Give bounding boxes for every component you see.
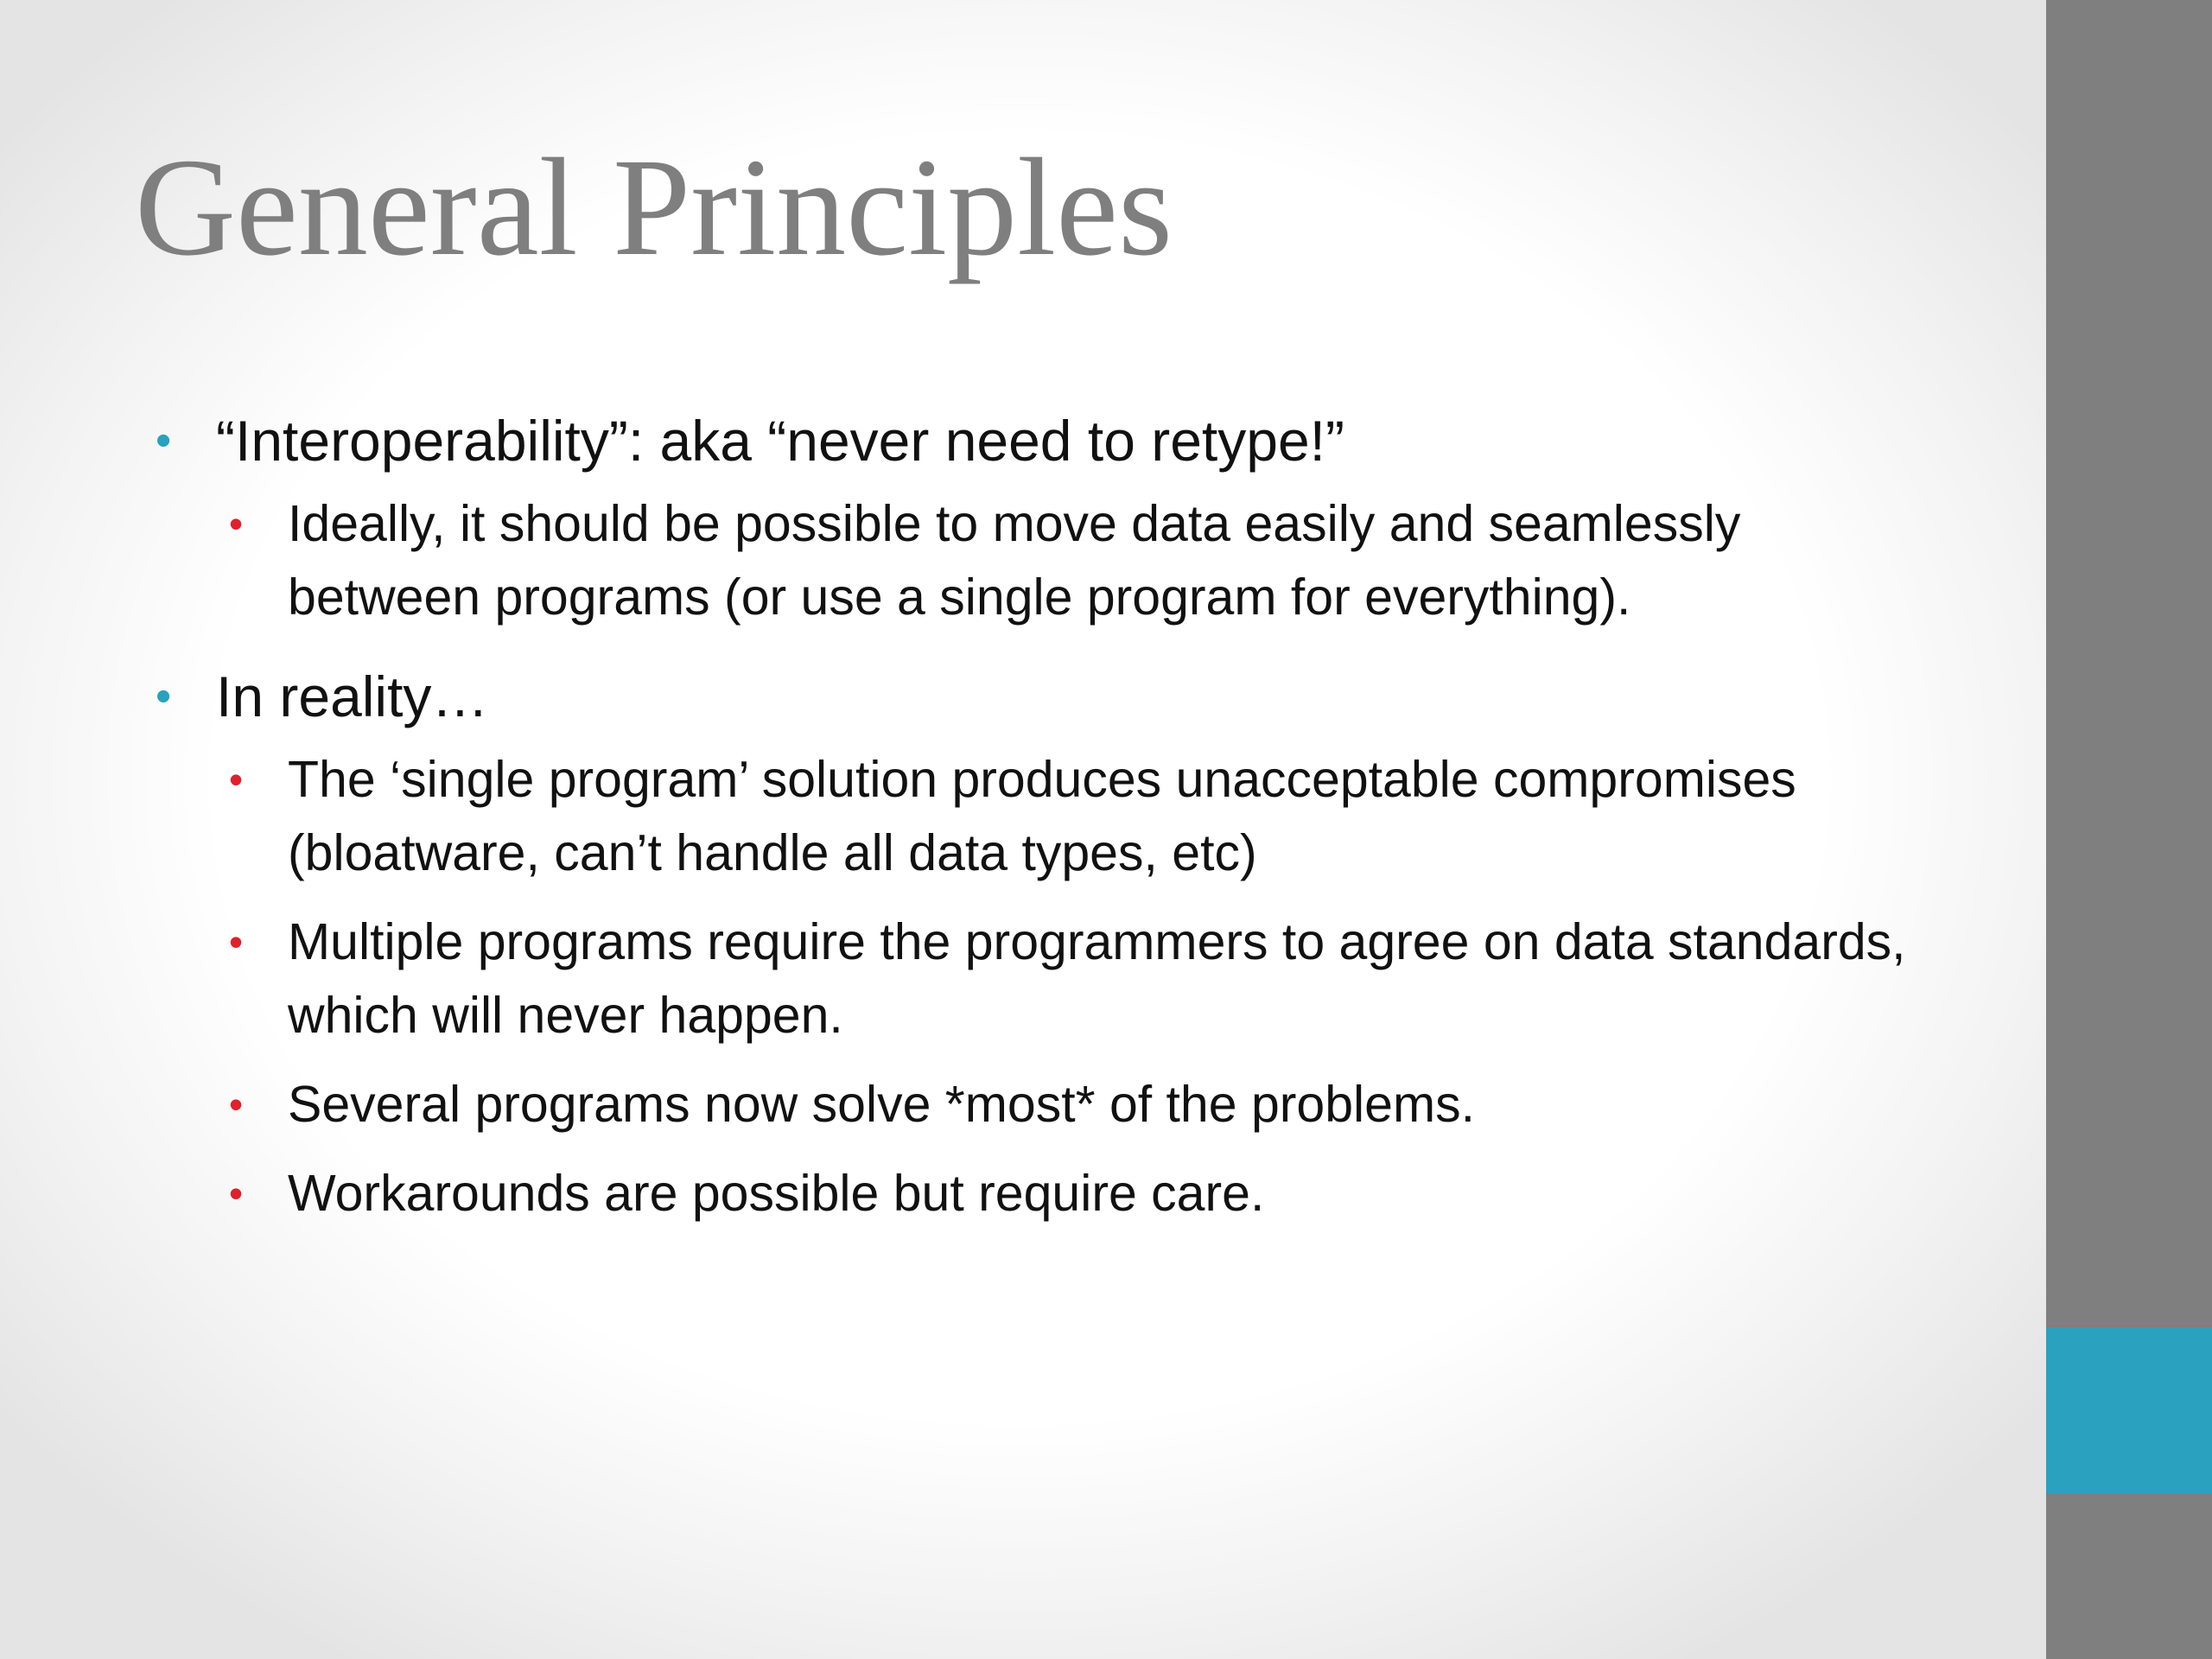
bullet-item-interoperability: [156, 399, 1918, 482]
sub-bullet-item: [156, 1157, 1918, 1230]
bullet-text: In reality…: [216, 664, 489, 728]
sidebar-accent-block: [2046, 1327, 2212, 1493]
bullet-dot-icon: •: [229, 1082, 244, 1127]
sub-bullet-item: [156, 906, 1918, 1052]
bullet-item-in-reality: [156, 655, 1918, 738]
bullet-dot-icon: •: [229, 1171, 244, 1216]
bullet-dot-icon: •: [229, 919, 244, 964]
slide-title: General Principles: [135, 130, 1173, 285]
sub-bullet-text: Several programs now solve *most* of the problems.: [288, 1076, 1475, 1133]
bullet-dot-icon: •: [156, 671, 172, 721]
sub-bullet-item: [156, 1068, 1918, 1141]
sub-bullet-text: Ideally, it should be possible to move data easily and seamlessly between programs (or use a single program for everything).: [288, 495, 1741, 626]
bullet-list: [156, 399, 1918, 1246]
bullet-text: “Interoperability”: aka “never need to retype!”: [216, 409, 1344, 473]
sub-bullet-text: The ‘single program’ solution produces unacceptable compromises (bloatware, can’t handle all data types, etc): [288, 751, 1796, 881]
bullet-dot-icon: •: [156, 416, 172, 466]
sub-bullet-text: Workarounds are possible but require care.: [288, 1165, 1265, 1222]
sub-bullet-item: [156, 487, 1918, 634]
bullet-dot-icon: •: [229, 501, 244, 546]
sub-bullet-item: [156, 743, 1918, 890]
bullet-dot-icon: •: [229, 757, 244, 802]
sub-bullet-text: Multiple programs require the programmers to agree on data standards, which will never happen.: [288, 913, 1906, 1044]
